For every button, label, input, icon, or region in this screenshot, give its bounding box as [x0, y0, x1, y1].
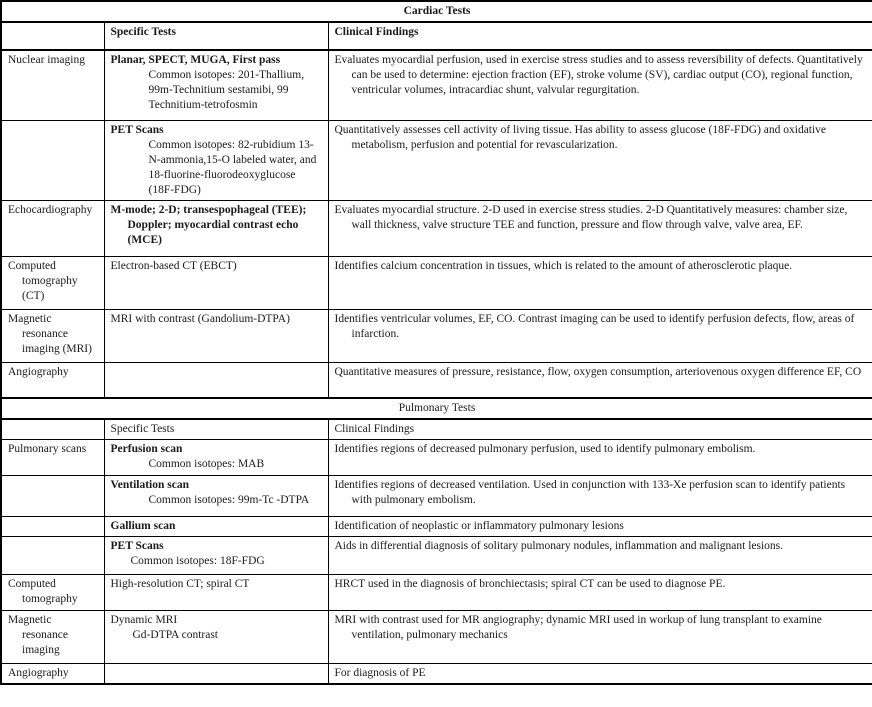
clinical-finding-text: Evaluates myocardial perfusion, used in exercise stress studies and to assess reversibility of defects. Quantitatively can be used to determine: ejection fraction (EF), stroke volume (SV), cardiac output (CO), regional function, ventricular volumes, intracardiac shunt, valvular regurgitation.: [334, 54, 863, 96]
clinical-finding-cell: [328, 611, 872, 664]
clinical-finding-text: For diagnosis of PE: [334, 667, 426, 679]
clinical-findings-header: Clinical Findings: [328, 22, 872, 50]
specific-test-cell: [104, 120, 328, 200]
test-name-text: Perfusion scan: [110, 443, 183, 455]
modality-cell: [1, 309, 104, 362]
modality-text: Computed tomography (CT): [8, 259, 78, 302]
table-row: [1, 309, 872, 362]
specific-test-cell: [104, 50, 328, 120]
modality-cell: [1, 256, 104, 309]
clinical-finding-cell: [328, 50, 872, 120]
specific-test-cell: [104, 611, 328, 664]
table-row: [1, 476, 872, 517]
clinical-finding-text: Identifies regions of decreased pulmonary perfusion, used to identify pulmonary embolism.: [334, 443, 756, 455]
clinical-finding-cell: [328, 120, 872, 200]
section-title: Cardiac Tests: [1, 1, 872, 22]
clinical-finding-text: Identification of neoplastic or inflammatory pulmonary lesions: [334, 520, 624, 532]
test-name-text: PET Scans: [110, 540, 164, 552]
test-name-text: Ventilation scan: [110, 479, 189, 491]
table-row: [1, 440, 872, 476]
column-header-row: [1, 419, 872, 440]
table-row: [1, 256, 872, 309]
modality-text: Echocardiography: [8, 203, 93, 216]
table-row: [1, 537, 872, 575]
table-row: [1, 50, 872, 120]
clinical-finding-text: Quantitatively assesses cell activity of living tissue. Has ability to assess glucose (18F-FDG) and oxidative metabolism, perfusion and potential for revascularization.: [334, 123, 827, 151]
modality-header-cell: [1, 22, 104, 50]
test-name-text: MRI with contrast (Gandolium-DTPA): [110, 312, 290, 325]
clinical-finding-text: MRI with contrast used for MR angiography; dynamic MRI used in workup of lung transplant to examine ventilation, pulmonary mechanics: [334, 614, 822, 641]
specific-tests-header: Specific Tests: [104, 22, 328, 50]
table-row: [1, 611, 872, 664]
modality-cell: [1, 50, 104, 120]
table-row: [1, 575, 872, 611]
section-row: [1, 1, 872, 22]
table-row: [1, 664, 872, 685]
modality-cell: [1, 664, 104, 685]
specific-tests-header: Specific Tests: [104, 419, 328, 440]
test-name-text: M-mode; 2-D; transespophageal (TEE); Doppler; myocardial contrast echo (MCE): [110, 203, 307, 246]
clinical-finding-cell: [328, 362, 872, 398]
test-isotopes-text: Common isotopes: 99m-Tc -DTPA: [148, 494, 310, 506]
test-name-text: Planar, SPECT, MUGA, First pass: [110, 54, 281, 66]
specific-test-cell: [104, 517, 328, 537]
modality-text: Angiography: [8, 365, 69, 378]
specific-test-cell: [104, 476, 328, 517]
specific-test-cell: [104, 664, 328, 685]
specific-test-cell: [104, 256, 328, 309]
table-row: [1, 120, 872, 200]
clinical-finding-text: Identifies calcium concentration in tissues, which is related to the amount of atherosclerotic plaque.: [334, 259, 793, 272]
clinical-finding-cell: [328, 476, 872, 517]
modality-cell: [1, 537, 104, 575]
column-header-row: [1, 22, 872, 50]
specific-test-cell: [104, 309, 328, 362]
modality-text: Magnetic resonance imaging (MRI): [8, 312, 92, 355]
clinical-finding-cell: [328, 575, 872, 611]
specific-test-cell: [104, 362, 328, 398]
modality-cell: [1, 120, 104, 200]
section-row: [1, 398, 872, 419]
test-name-text: Dynamic MRI: [110, 614, 178, 626]
clinical-finding-text: Identifies ventricular volumes, EF, CO. Contrast imaging can be used to identify perfusion defects, flow, areas of infarction.: [334, 312, 855, 340]
clinical-finding-text: Evaluates myocardial structure. 2-D used in exercise stress studies. 2-D Quantitatively measures: chamber size, wall thickness, valve structure TEE and function, pressure and flow through valve, valve area, EF.: [334, 203, 848, 231]
section-title: Pulmonary Tests: [1, 398, 872, 419]
modality-text: Angiography: [8, 667, 69, 679]
clinical-finding-cell: [328, 517, 872, 537]
clinical-finding-text: Identifies regions of decreased ventilation. Used in conjunction with 133-Xe perfusion scan to identify patients with pulmonary embolism.: [334, 479, 846, 506]
clinical-finding-cell: [328, 256, 872, 309]
modality-cell: [1, 200, 104, 256]
modality-header-cell: [1, 419, 104, 440]
modality-text: Magnetic resonance imaging: [8, 614, 68, 656]
modality-cell: [1, 575, 104, 611]
test-name-text: High-resolution CT; spiral CT: [110, 578, 250, 590]
modality-cell: [1, 517, 104, 537]
specific-test-cell: [104, 575, 328, 611]
test-name-text: Gallium scan: [110, 520, 176, 532]
test-name-text: Electron-based CT (EBCT): [110, 259, 237, 272]
clinical-finding-cell: [328, 664, 872, 685]
modality-cell: [1, 476, 104, 517]
modality-text: Computed tomography: [8, 578, 78, 605]
table-row: [1, 517, 872, 537]
test-name-text: PET Scans: [110, 123, 164, 136]
test-isotopes-text: Common isotopes: 201-Thallium, 99m-Technitium sestamibi, 99 Technitium-tetrofosmin: [148, 69, 305, 111]
clinical-findings-header: Clinical Findings: [328, 419, 872, 440]
modality-cell: [1, 362, 104, 398]
test-isotopes-text: Gd-DTPA contrast: [132, 629, 219, 641]
test-isotopes-text: Common isotopes: 18F-FDG: [130, 555, 265, 567]
clinical-finding-cell: [328, 440, 872, 476]
test-isotopes-text: Common isotopes: 82-rubidium 13-N-ammonia,15-O labeled water, and 18-fluorine-fluorodeoxyglucose (18F-FDG): [148, 138, 317, 196]
clinical-finding-text: HRCT used in the diagnosis of bronchiectasis; spiral CT can be used to diagnose PE.: [334, 578, 726, 590]
test-isotopes-text: Common isotopes: MAB: [148, 458, 265, 470]
modality-text: Nuclear imaging: [8, 54, 85, 66]
table-row: [1, 362, 872, 398]
tests-table-body: [1, 1, 872, 684]
modality-text: Pulmonary scans: [8, 443, 87, 455]
clinical-finding-cell: [328, 309, 872, 362]
clinical-finding-cell: [328, 200, 872, 256]
clinical-finding-text: Quantitative measures of pressure, resistance, flow, oxygen consumption, arteriovenous oxygen difference EF, CO: [334, 365, 862, 378]
clinical-finding-text: Aids in differential diagnosis of solitary pulmonary nodules, inflammation and malignant lesions.: [334, 540, 784, 552]
specific-test-cell: [104, 440, 328, 476]
table-row: [1, 200, 872, 256]
clinical-finding-cell: [328, 537, 872, 575]
specific-test-cell: [104, 537, 328, 575]
specific-test-cell: [104, 200, 328, 256]
modality-cell: [1, 440, 104, 476]
modality-cell: [1, 611, 104, 664]
